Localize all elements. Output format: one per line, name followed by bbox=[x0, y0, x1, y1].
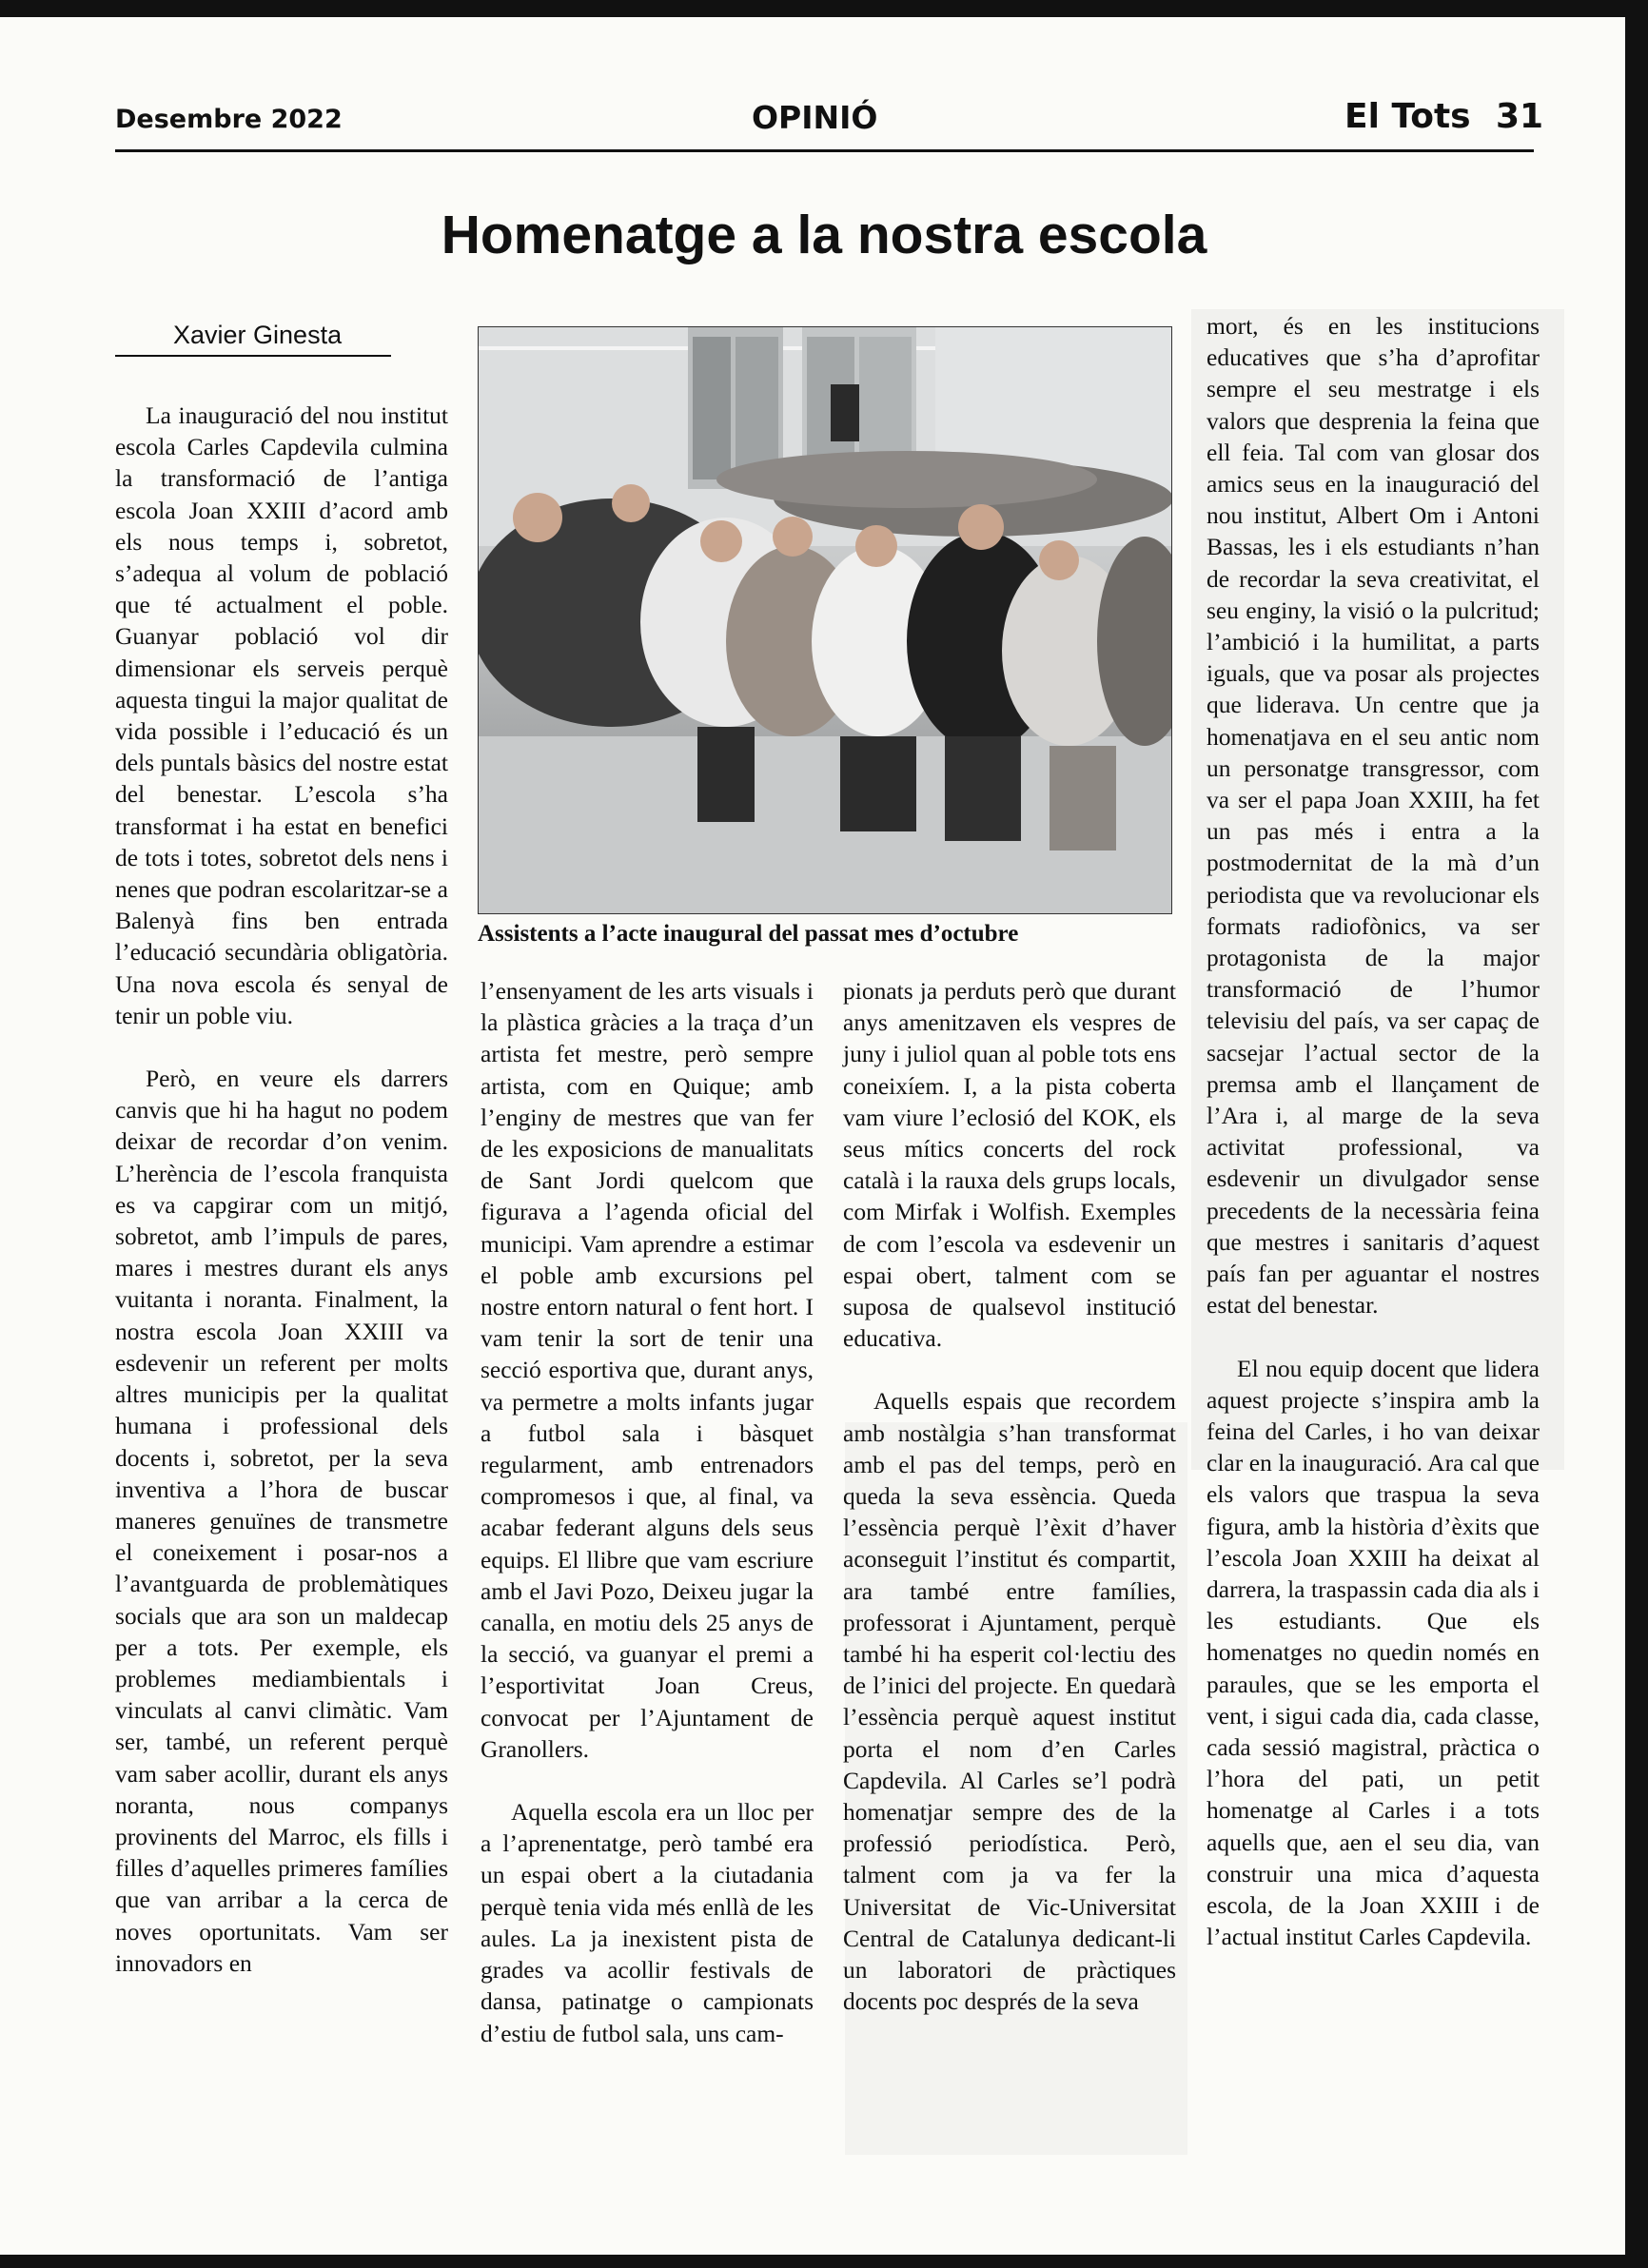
article-title: Homenatge a la nostra escola bbox=[441, 205, 1207, 265]
paragraph: mort, és en les institucions educatives que s’ha d’aprofitar sempre el seu mestratge i els valors que desprenia la feina que ell feia. Tal com van glosar dos amics seus en la inauguració del nou institut, Albert Om i Antoni Bassas, les i els estudiants n’han de recordar la seva creativitat, el seu enginy, la visió o la pulcritud; l’ambició i la humilitat, a parts iguals, que va posar als projectes que liderava. Un centre que ja homenatjava en el seu antic nom un personatge transgressor, com va ser el papa Joan XXIII, ha fet un pas més i entra a la postmodernitat de la mà d’un periodista que va revolucionar els formats radiofònics, va ser protagonista de la major transformació de l’humor televisiu del país, va ser capaç de sacsejar l’actual sector de la premsa amb el llançament de l’Ara i, al marge de la seva activitat professional, va esdevenir un divulgador sense precedents de la necessària feina que mestres i sanitaris d’aquest país fan per aguantar el nostres estat del benestar. bbox=[1207, 312, 1540, 1320]
paragraph: Aquells espais que recordem amb nostàlgia s’han transformat amb el pas del temps, però en queda la seva essència. Queda l’essència perquè l’èxit d’haver aconseguit l’institut és compartit, ara també entre famílies, professorat i Ajuntament, perquè també hi ha esperit col·lectiu des de l’inici del projecte. En quedarà l’essència perquè aquest institut porta el nom d’en Carles Capdevila. Al Carles se’l podrà homenatjar sempre des de la professió periodística. Però, talment com ja va fer la Universitat de Vic-Universitat Central de Catalunya dedicant-li un laboratori de pràctiques docents poc després de la seva bbox=[843, 1387, 1176, 2016]
paragraph: La inauguració del nou institut escola Carles Capdevila culmina la transformació de l’antiga escola Joan XXIII d’acord amb els nous temps i, sobretot, s’adequa al volum de població que té actualment el poble. Guanyar població vol dir dimensionar els serveis perquè aquesta tingui la major qualitat de vida possible i l’educació és un dels puntals bàsics del nostre estat del benestar. L’escola s’ha transformat i ha estat en benefici de tots i totes, sobretot dels nens i nenes que podran escolaritzar-se a Balenyà fins ben entrada l’educació secundària obligatòria. Una nova escola és senyal de tenir un poble viu. bbox=[115, 401, 448, 1029]
audience-photo bbox=[478, 326, 1172, 914]
paragraph: Però, en veure els darrers canvis que hi ha hagut no podem deixar de recordar d’on venim. L’herència de l’escola franquista es va capgirar com un mitjó, sobretot, amb l’impuls de pares, mares i mestres durant els anys vuitanta i noranta. Finalment, la nostra escola Joan XXIII va esdevenir un referent per molts altres municipis per la qualitat humana i professional dels docents i, sobretot, per la seva inventiva a l’hora de buscar maneres genuïnes de transmetre el coneixement i posar-nos a l’avantguarda de problemàtiques socials que ara son un maldecap per a tots. Per exemple, els problemes mediambientals i vinculats al canvi climàtic. Vam ser, també, un referent perquè vam saber acollir, durant els anys noranta, nous companys provinents del Marroc, els fills i filles d’aquelles primeres famílies que van arribar a la cerca de noves oportunitats. Vam ser innovadors en bbox=[115, 1065, 448, 1977]
publication-name: El Tots bbox=[1344, 97, 1471, 136]
header-rule bbox=[115, 149, 1534, 152]
article-column-3 bbox=[843, 975, 1176, 2018]
paragraph: l’ensenyament de les arts visuals i la plàstica gràcies a la traça d’un artista fet mestre, però sempre artista, com en Quique; amb l’enginy de mestres que van fer de les exposicions de manualitats de Sant Jordi quelcom que figurava a l’agenda oficial del municipi. Vam aprendre a estimar el poble amb excursions pel nostre entorn natural o fent hort. I vam tenir la sort de tenir una secció esportiva que, durant anys, va permetre a molts infants jugar a futbol sala i bàsquet regularment, amb entrenadors compromesos i que, al final, va acabar federant alguns dels seus equips. El llibre que vam escriure amb el Javi Pozo, Deixeu jugar la canalla, en motiu dels 25 anys de la secció, va guanyar el premi a l’esportivitat Joan Creus, convocat per l’Ajuntament de Granollers. bbox=[481, 977, 814, 1763]
author-byline: Xavier Ginesta bbox=[173, 321, 343, 349]
article-column-2 bbox=[481, 975, 814, 2049]
article-column-1 bbox=[115, 400, 448, 1979]
page-number: 31 bbox=[1496, 97, 1544, 136]
section-label: OPINIÓ bbox=[752, 99, 878, 136]
audience-photo-illustration bbox=[479, 327, 1171, 913]
paragraph: Aquella escola era un lloc per a l’aprenentatge, però també era un espai obert a la ciutadania perquè tenia vida més enllà de les aules. La ja inexistent pista de grades va acollir festivals de dansa, patinatge o campionats d’estiu de futbol sala, uns cam- bbox=[481, 1798, 814, 2047]
byline-rule bbox=[115, 355, 391, 357]
paragraph: El nou equip docent que lidera aquest projecte s’inspira amb la feina del Carles, i ho van deixar clar en la inauguració. Ara cal que els valors que traspua la seva figura, amb la història d’èxits que l’escola Joan XXIII ha deixat al darrera, la traspassin cada dia als i les estudiants. Que els homenatges no quedin només en paraules, que se les emporta el vent, i sigui cada dia, cada classe, cada sessió magistral, pràctica o l’hora del pati, un petit homenatge al Carles i a tots aquells que, aen el seu dia, van construir una mica d’aquesta escola, de la Joan XXIII i de l’actual institut Carles Capdevila. bbox=[1207, 1354, 1540, 1951]
issue-date: Desembre 2022 bbox=[115, 105, 343, 134]
paragraph: pionats ja perduts però que durant anys amenitzaven els vespres de juny i juliol quan al poble tots ens coneixíem. I, a la pista coberta vam viure l’eclosió del KOK, els seus mítics concerts del rock català i la rauxa dels grups locals, com Mirfak i Wolfish. Exemples de com l’escola va esdevenir un espai obert, talment com se suposa de qualsevol institució educativa. bbox=[843, 977, 1176, 1353]
photo-caption: Assistents a l’acte inaugural del passat mes d’octubre bbox=[478, 921, 1019, 947]
article-column-4 bbox=[1207, 310, 1540, 1952]
